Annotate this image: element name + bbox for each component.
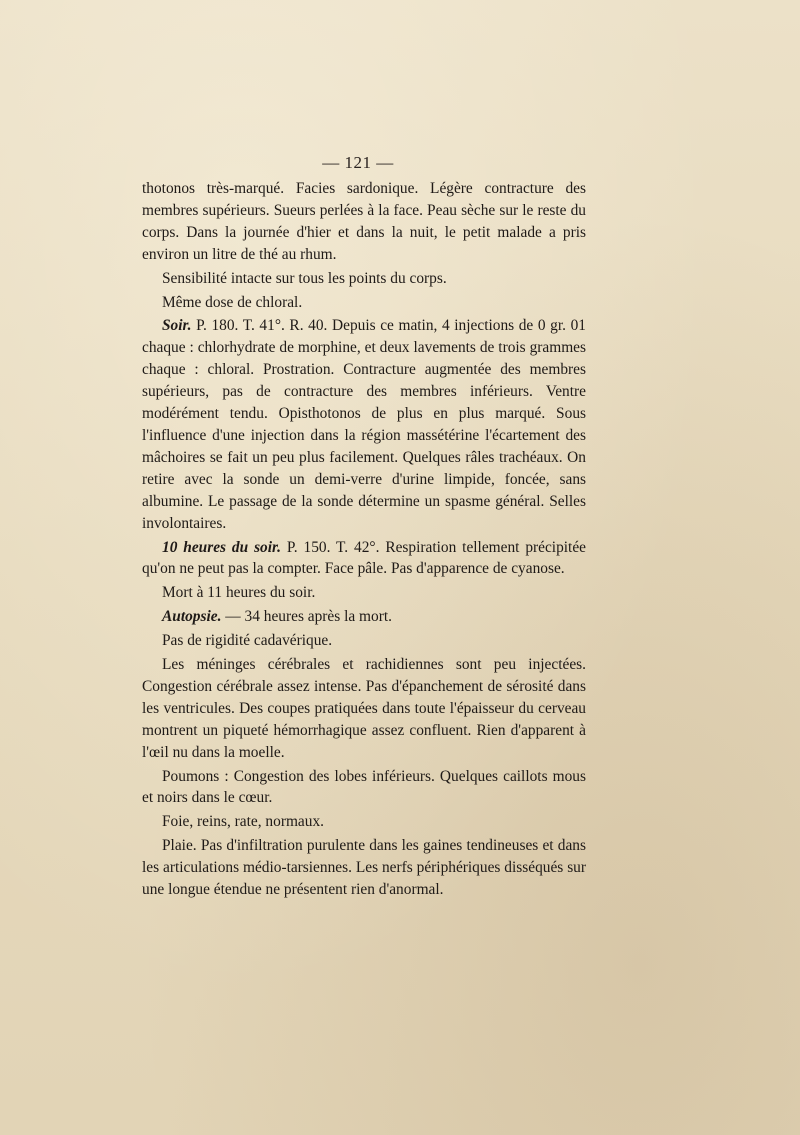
paragraph-wound: Plaie. Pas d'infiltration purulente dans les gaines tendineuses et dans les articulations médio-tarsiennes. Les nerfs périphériques disséqués sur une longue étendue ne présentent rien d'anormal. <box>142 837 586 899</box>
paragraph-rigidity: Pas de rigidité cadavérique. <box>162 632 333 650</box>
paragraph-lungs: Poumons : Congestion des lobes inférieurs. Quelques caillots mous et noirs dans le cœur. <box>142 767 586 807</box>
paragraph-meninges: Les méninges cérébrales et rachidiennes sont peu injectées. Congestion cérébrale assez intense. Pas d'épanchement de sérosité dans les ventricules. Des coupes pratiquées dans toute l'épaisseur du cerveau montrent un piqueté hémorrhagique assez confluent. Rien d'apparent à l'œil nu dans la moelle. <box>142 656 586 761</box>
paragraph-continuation: thotonos très-marqué. Facies sardonique. Légère contracture des membres supérieurs. Sueurs perlées à la face. Peau sèche sur le reste du corps. Dans la journée d'hier et dans la nuit, le petit malade a pris environ un litre de thé au rhum. <box>142 180 586 263</box>
body-text <box>142 178 586 901</box>
paragraph-death: Mort à 11 heures du soir. <box>162 584 316 602</box>
paragraph-lead: Soir. <box>162 317 192 335</box>
paragraph-autopsy: Autopsie. — 34 heures après la mort. <box>162 608 392 626</box>
paragraph-chloral-dose: Même dose de chloral. <box>162 293 303 311</box>
paragraph-lead: 10 heures du soir. <box>162 538 282 556</box>
paragraph-sensibility: Sensibilité intacte sur tous les points du corps. <box>162 269 447 287</box>
page-number: — 121 — <box>322 153 394 172</box>
paragraph-ten-pm: 10 heures du soir. P. 150. T. 42°. Respiration tellement précipitée qu'on ne peut pas la compter. Face pâle. Pas d'apparence de cyanose. <box>142 538 586 578</box>
paragraph-lead: Autopsie. <box>162 608 222 626</box>
paragraph-evening: Soir. P. 180. T. 41°. R. 40. Depuis ce matin, 4 injections de 0 gr. 01 chaque : chlorhydrate de morphine, et deux lavements de trois grammes chaque : chloral. Prostration. Contracture augmentée des membres supérieurs, pas de contracture des membres inférieurs. Ventre modérément tendu. Opisthotonos de plus en plus marqué. Sous l'influence d'une injection dans la région massétérine l'écartement des mâchoires se fait un peu plus facilement. Quelques râles trachéaux. On retire avec la sonde un demi-verre d'urine limpide, foncée, sans albumine. Le passage de la sonde détermine un spasme général. Selles involontaires. <box>142 317 586 532</box>
paragraph-organs: Foie, reins, rate, normaux. <box>162 813 324 831</box>
